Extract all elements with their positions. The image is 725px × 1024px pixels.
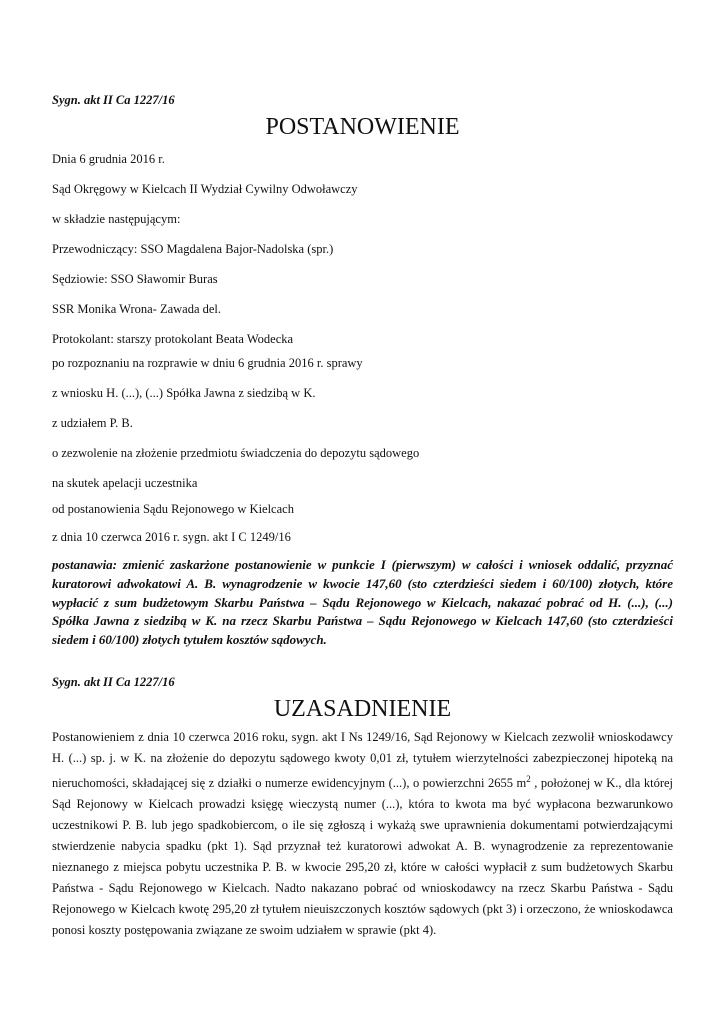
- justification-case-number: Sygn. akt II Ca 1227/16: [52, 675, 175, 689]
- court-line: Sąd Okręgowy w Kielcach II Wydział Cywilny Odwoławczy: [52, 182, 358, 196]
- justification-text-part2: , położonej w K., dla której Sąd Rejonowy w Kielcach prowadzi księgę wieczystą numer (...), która to kwota ma być wypłacona bezwarunkowo uczestnikowi P. B. lub jego spadkobiercom, o ile się zgłoszą i wykażą swe uprawnienia dokumentami potwierdzającymi stwierdzenie nabycia spadku (pkt 1). Sąd przyznał też kuratorowi adwokat A. B. wynagrodzenie za reprezentowanie nieznanego z miejsca pobytu uczestnika P. B. w kwocie 295,20 zł, które w całości wypłacił z sum budżetowych Skarbu Państwa - Sądu Rejonowego w Kielcach. Nadto nakazano pobrać od wnioskodawcy na rzecz Skarbu Państwa - Sądu Rejonowego w Kielcach kwotę 295,20 zł tytułem nieuiszczonych kosztów sądowych (pkt 3) i orzeczono, że wnioskodawca ponosi koszty postępowania związane ze swoim udziałem w sprawie (pkt 4).: [52, 776, 673, 938]
- judge-line: SSR Monika Wrona- Zawada del.: [52, 302, 222, 316]
- presiding-judge-line: Przewodniczący: SSO Magdalena Bajor-Nadolska (spr.): [52, 242, 334, 256]
- justification-text-part1: Postanowieniem z dnia 10 czerwca 2016 roku, sygn. akt I Ns 1249/16, Sąd Rejonowy w Kielcach zezwolił wnioskodawcy H. (...) sp. j. w K. na złożenie do depozytu sądowego kwoty 0,01 zł, tytułem wierzytelności zabezpieczonej hipoteką na nieruchomości, składającej się z działki o numerze ewidencyjnym (...), o powierzchni 2655 m: [52, 730, 673, 791]
- clerk-line: Protokolant: starszy protokolant Beata Wodecka: [52, 332, 294, 346]
- justification-paragraph: [52, 727, 673, 941]
- decision-paragraph: postanawia: zmienić zaskarżone postanowienie w punkcie I (pierwszym) w całości i wniosek oddalić, przyznać kuratorowi adwokatowi A. B. wynagrodzenie w kwocie 147,60 (sto czterdzieści siedem i 60/100) złotych, które wypłacić z sum budżetowym Skarbu Państwa – Sądu Rejonowego w Kielcach, nakazać pobrać od H. (...), (...) Spółka Jawna z siedzibą w K. na rzecz Skarbu Państwa – Sądu Rejonowego w Kielcach 147,60 (sto czterdzieści siedem i 60/100) złotych tytułem kosztów sądowych.: [52, 557, 673, 648]
- area-exponent: 2: [526, 774, 531, 784]
- appeal-line: na skutek apelacji uczestnika: [52, 476, 198, 490]
- participant-line: z udziałem P. B.: [52, 416, 133, 430]
- composition-line: w składzie następującym:: [52, 212, 181, 226]
- lower-court-date-line: z dnia 10 czerwca 2016 r. sygn. akt I C 1249/16: [52, 530, 291, 544]
- applicant-line: z wniosku H. (...), (...) Spółka Jawna z siedzibą w K.: [52, 386, 316, 400]
- judges-line: Sędziowie: SSO Sławomir Buras: [52, 272, 218, 286]
- subject-line: o zezwolenie na złożenie przedmiotu świadczenia do depozytu sądowego: [52, 446, 420, 460]
- justification-title: UZASADNIENIE: [273, 696, 452, 722]
- document-title: POSTANOWIENIE: [265, 114, 460, 140]
- date-line: Dnia 6 grudnia 2016 r.: [52, 152, 165, 166]
- lower-court-line: od postanowienia Sądu Rejonowego w Kielcach: [52, 502, 294, 516]
- hearing-line: po rozpoznaniu na rozprawie w dniu 6 grudnia 2016 r. sprawy: [52, 356, 363, 370]
- case-number: Sygn. akt II Ca 1227/16: [52, 93, 175, 107]
